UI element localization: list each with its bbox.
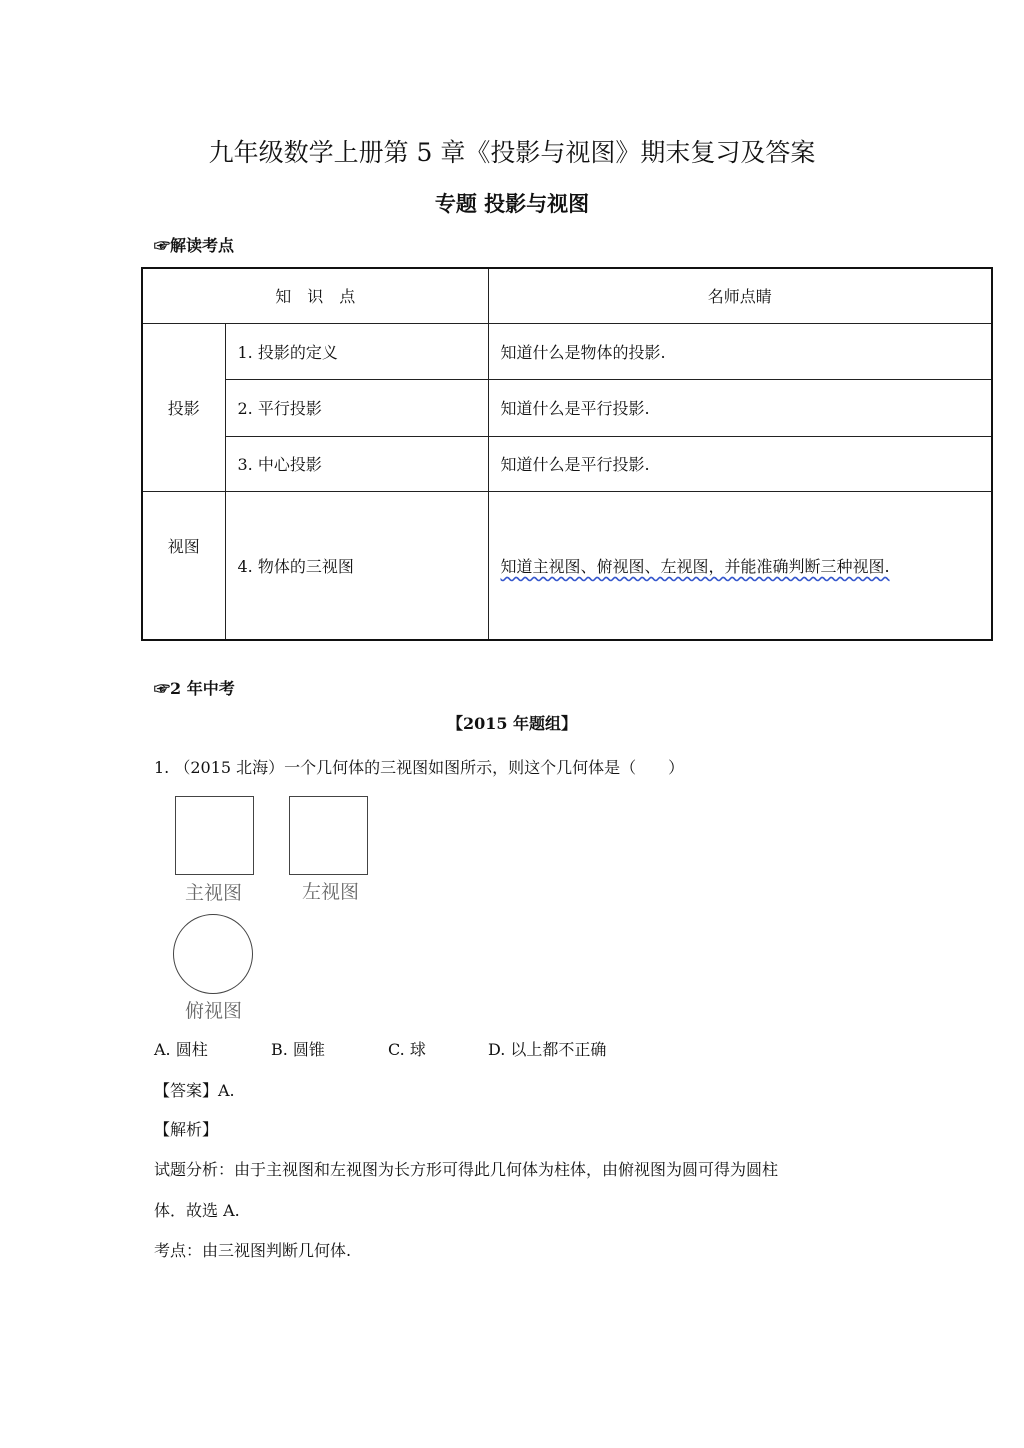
table-cell-item: 4. 物体的三视图 xyxy=(225,491,488,640)
analysis-line-2: 体．故选 A. xyxy=(154,1201,240,1220)
table-cell-item: 1. 投影的定义 xyxy=(225,323,488,379)
option-b: B. 圆锥 xyxy=(271,1040,325,1059)
table-cell-tip-text: 知道主视图、俯视图、左视图，并能准确判断三种视图. xyxy=(500,556,890,576)
analysis-line-1: 试题分析：由于主视图和左视图为长方形可得此几何体为柱体，由俯视图为圆可得为圆柱 xyxy=(154,1160,779,1179)
analysis-title: 【解析】 xyxy=(154,1120,219,1139)
table-cell-tip: 知道什么是平行投影. xyxy=(488,436,992,491)
table-cell-item: 2. 平行投影 xyxy=(225,379,488,436)
table-group-projection: 投影 xyxy=(142,323,225,491)
table-cell-tip: 知道什么是平行投影. xyxy=(488,379,992,436)
knowledge-table xyxy=(141,267,993,641)
group-title: 【2015 年题组】 xyxy=(446,714,578,733)
table-header-knowledge: 知 识 点 xyxy=(142,268,488,323)
kaodian: 考点：由三视图判断几何体. xyxy=(154,1241,352,1260)
table-cell-tip xyxy=(488,491,992,640)
option-d: D. 以上都不正确 xyxy=(488,1040,607,1059)
question-text: 1. （2015 北海）一个几何体的三视图如图所示，则这个几何体是（ ） xyxy=(154,758,685,777)
table-header-tips: 名师点睛 xyxy=(488,268,992,323)
page-subtitle: 专题 投影与视图 xyxy=(434,191,590,216)
option-c: C. 球 xyxy=(388,1040,426,1059)
table-group-views: 视图 xyxy=(142,491,225,640)
front-view-label: 主视图 xyxy=(185,882,243,904)
option-a: A. 圆柱 xyxy=(154,1040,208,1059)
front-view-square xyxy=(175,796,254,875)
section-heading-kaodian: ☞解读考点 xyxy=(154,236,235,255)
page-title: 九年级数学上册第 5 章《投影与视图》期末复习及答案 xyxy=(208,138,816,167)
answer: 【答案】A. xyxy=(154,1081,235,1100)
table-cell-item: 3. 中心投影 xyxy=(225,436,488,491)
top-view-label: 俯视图 xyxy=(185,1000,243,1022)
section-heading-exams: ☞2 年中考 xyxy=(154,679,235,698)
left-view-label: 左视图 xyxy=(302,881,360,903)
top-view-circle xyxy=(173,914,253,994)
table-cell-tip: 知道什么是物体的投影. xyxy=(488,323,992,379)
left-view-square xyxy=(289,796,368,875)
